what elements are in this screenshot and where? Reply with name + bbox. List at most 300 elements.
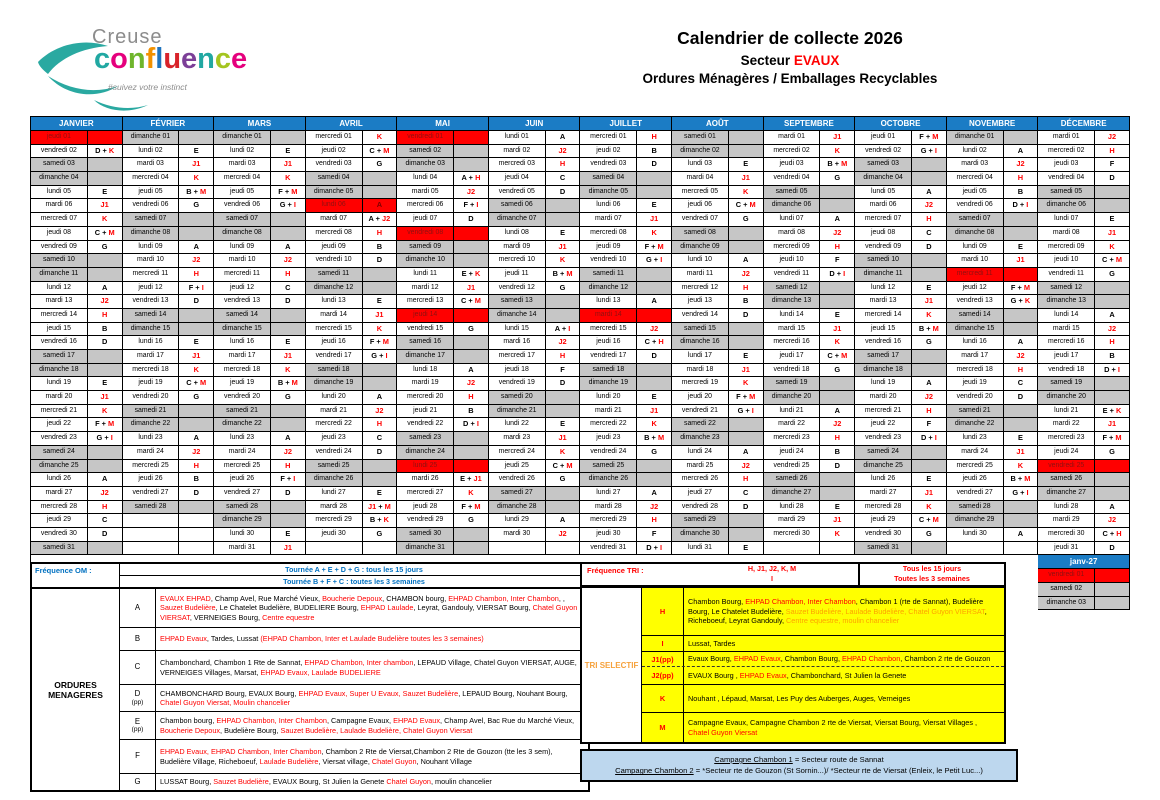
- day-cell: vendredi 20: [123, 391, 180, 405]
- calendar-day-row: [1038, 501, 1130, 515]
- day-cell: mercredi 04: [123, 172, 180, 186]
- code-cell: [1095, 213, 1130, 227]
- code-cell: [546, 460, 581, 474]
- code-cell: [1004, 514, 1039, 528]
- collect-code: C: [644, 337, 650, 347]
- code-plus: +: [649, 433, 658, 443]
- code-cell: [637, 418, 672, 432]
- day-cell: jeudi 19: [123, 377, 180, 391]
- day-cell: jeudi 16: [306, 336, 363, 350]
- collect-code: H: [926, 214, 932, 224]
- calendar-day-row: [489, 391, 581, 405]
- calendar-day-row: [306, 295, 398, 309]
- code-cell: [729, 487, 764, 501]
- code-cell: [729, 473, 764, 487]
- collect-code: B: [1109, 351, 1115, 360]
- day-cell: dimanche 06: [1038, 199, 1095, 213]
- calendar-day-row: [580, 241, 672, 255]
- collect-code: F: [369, 337, 375, 347]
- collect-code: E: [926, 474, 932, 484]
- code-cell: [912, 295, 947, 309]
- day-cell: jeudi 06: [672, 199, 729, 213]
- collect-code: H: [651, 515, 657, 525]
- calendar-day-row: [123, 199, 215, 213]
- collect-code: M: [1115, 255, 1122, 265]
- collect-code: J1: [375, 309, 384, 319]
- calendar-day-row: [1038, 597, 1130, 611]
- collect-code: A: [193, 433, 199, 443]
- collect-code: F: [278, 186, 283, 196]
- code-cell: [271, 199, 306, 213]
- code-cell: [179, 227, 214, 241]
- calendar-day-row: [672, 528, 764, 542]
- zone-text-segment: , CHAMBON bourg,: [382, 593, 449, 603]
- calendar-day-row: [672, 405, 764, 419]
- code-cell: [912, 542, 947, 556]
- calendar-day-row: [397, 514, 489, 528]
- code-cell: [637, 405, 672, 419]
- code-cell: [454, 186, 489, 200]
- code-cell: [1095, 597, 1130, 611]
- code-plus: +: [100, 227, 109, 237]
- collect-code: G: [101, 241, 108, 251]
- day-cell: mardi 29: [1038, 514, 1095, 528]
- day-cell: samedi 27: [489, 487, 546, 501]
- code-cell: [729, 295, 764, 309]
- code-cell: [546, 172, 581, 186]
- code-cell: [363, 186, 398, 200]
- collect-code: G: [468, 515, 474, 525]
- collect-code: E: [743, 159, 749, 169]
- calendar-day-row: [764, 241, 856, 255]
- collect-code: M: [841, 351, 848, 360]
- calendar-day-row: [214, 418, 306, 432]
- code-cell: [637, 254, 672, 268]
- code-cell: [637, 542, 672, 556]
- day-cell: samedi 03: [31, 158, 88, 172]
- collect-code: J2: [100, 296, 109, 306]
- calendar-day-row: [1038, 295, 1130, 309]
- collect-code: J2: [741, 268, 750, 278]
- code-cell: [1004, 172, 1039, 186]
- code-cell: [1095, 295, 1130, 309]
- calendar-day-row: [672, 158, 764, 172]
- day-cell: dimanche 02: [672, 145, 729, 159]
- code-cell: [1004, 309, 1039, 323]
- om-zone-text-inner: [160, 689, 584, 708]
- day-cell: lundi 17: [672, 350, 729, 364]
- day-cell: vendredi 06: [214, 199, 271, 213]
- calendar-day-row: [306, 131, 398, 145]
- calendar-day-row: [214, 432, 306, 446]
- zone-text-segment: Sauzet Budelière: [160, 603, 216, 613]
- day-cell: vendredi 22: [397, 418, 454, 432]
- tri-zone-text-inner: [688, 597, 1000, 625]
- code-plus: +: [374, 145, 384, 155]
- collect-code: D: [559, 378, 566, 388]
- tri-zone-text-inner: [688, 639, 735, 648]
- code-cell: [1004, 446, 1039, 460]
- calendar-day-row: [306, 336, 398, 350]
- collect-code: J2: [375, 405, 384, 415]
- collect-code: J2: [924, 200, 933, 210]
- collect-code: M: [566, 268, 573, 278]
- zone-text-segment: , LEPAUD Bourg, Nouhant Bourg,: [458, 688, 568, 698]
- code-cell: [1004, 323, 1039, 337]
- collect-code: D: [193, 296, 199, 306]
- zone-text-segment: , Leyrat, Gandouly, VIERSAT Bourg,: [413, 603, 533, 613]
- day-cell: dimanche 05: [306, 186, 363, 200]
- collect-code: M: [474, 296, 481, 306]
- code-cell: [546, 186, 581, 200]
- collect-code: H: [926, 405, 932, 415]
- calendar-day-row: [214, 350, 306, 364]
- code-cell: [363, 213, 398, 227]
- day-cell: jeudi 16: [580, 336, 637, 350]
- code-cell: [546, 487, 581, 501]
- day-cell: vendredi 13: [947, 295, 1004, 309]
- om-zone-row: [120, 774, 588, 790]
- month-column-mai: [397, 117, 489, 555]
- code-plus: +: [283, 378, 292, 388]
- code-cell: [271, 350, 306, 364]
- calendar-day-row: [31, 460, 123, 474]
- calendar-day-row: [947, 542, 1039, 556]
- code-cell: [179, 528, 214, 542]
- collect-code: J2: [833, 227, 842, 237]
- day-cell: mercredi 13: [397, 295, 454, 309]
- code-plus: +: [924, 323, 933, 333]
- code-cell: [454, 528, 489, 542]
- calendar-day-row: [123, 391, 215, 405]
- collect-code: D: [559, 186, 566, 196]
- code-cell: [637, 364, 672, 378]
- logo-confluence-text: [94, 43, 247, 76]
- day-cell: jeudi 17: [1038, 350, 1095, 364]
- collect-code: E: [1102, 405, 1108, 415]
- calendar-day-row: [855, 172, 947, 186]
- code-plus: +: [1017, 200, 1027, 210]
- day-cell: lundi 14: [1038, 309, 1095, 323]
- zone-text-segment: , Nouhant Village: [416, 756, 472, 766]
- collect-code: D: [834, 460, 840, 470]
- code-cell: [363, 405, 398, 419]
- calendar-day-row: [855, 487, 947, 501]
- code-cell: [271, 268, 306, 282]
- collect-code: K: [651, 419, 657, 429]
- code-cell: [1095, 282, 1130, 296]
- code-cell: [363, 391, 398, 405]
- calendar-day-row: [1038, 186, 1130, 200]
- code-cell: [820, 432, 855, 446]
- code-cell: [363, 268, 398, 282]
- code-cell: [363, 487, 398, 501]
- zone-text-segment: , moulin chancelier: [430, 777, 492, 787]
- code-cell: [271, 528, 306, 542]
- code-cell: [546, 514, 581, 528]
- code-cell: [88, 309, 123, 323]
- month-column-août: [672, 117, 764, 555]
- day-cell: samedi 11: [306, 268, 363, 282]
- day-cell: mardi 09: [489, 241, 546, 255]
- day-cell: dimanche 18: [31, 364, 88, 378]
- day-cell: jeudi 30: [580, 528, 637, 542]
- collect-code: G: [646, 255, 652, 265]
- calendar-day-row: [123, 350, 215, 364]
- collect-code: B: [1010, 474, 1016, 484]
- day-cell: dimanche 27: [1038, 487, 1095, 501]
- day-cell: mardi 21: [580, 405, 637, 419]
- day-cell: mercredi 23: [1038, 432, 1095, 446]
- day-cell: vendredi 29: [397, 514, 454, 528]
- code-cell: [1095, 131, 1130, 145]
- day-cell: mercredi 07: [31, 213, 88, 227]
- collect-code: E: [102, 186, 108, 196]
- code-plus: +: [377, 351, 386, 360]
- calendar-day-row: [306, 282, 398, 296]
- calendar-day-row: [489, 254, 581, 268]
- day-cell: dimanche 20: [764, 391, 821, 405]
- code-cell: [271, 364, 306, 378]
- calendar-day-row: [123, 323, 215, 337]
- om-zone-text: [156, 651, 588, 684]
- calendar-day-row: [764, 309, 856, 323]
- collect-code: J1: [466, 282, 476, 292]
- collect-code: J1: [833, 132, 842, 141]
- calendar-day-row: [306, 418, 398, 432]
- collect-code: D: [468, 214, 474, 224]
- zone-text-segment: (EHPAD Chambon, Inter et Laulade Budelière toutes les 3 semaines): [260, 634, 484, 644]
- code-cell: [912, 418, 947, 432]
- calendar-day-row: [397, 377, 489, 391]
- code-cell: [1095, 145, 1130, 159]
- calendar-day-row: [764, 391, 856, 405]
- day-cell: mercredi 02: [1038, 145, 1095, 159]
- day-cell: dimanche 15: [123, 323, 180, 337]
- code-cell: [546, 501, 581, 515]
- calendar-day-row: [31, 131, 123, 145]
- code-cell: [729, 186, 764, 200]
- day-cell: mercredi 22: [306, 418, 363, 432]
- code-cell: [546, 158, 581, 172]
- calendar-day-row: [306, 158, 398, 172]
- calendar-day-row: [855, 405, 947, 419]
- collect-code: E: [743, 351, 749, 360]
- day-cell: vendredi 05: [489, 186, 546, 200]
- code-cell: [820, 282, 855, 296]
- calendar-day-row: [1038, 172, 1130, 186]
- code-cell: [912, 199, 947, 213]
- day-cell: jeudi 09: [306, 241, 363, 255]
- collect-code: M: [1115, 433, 1122, 443]
- day-cell: lundi 22: [489, 418, 546, 432]
- calendar-day-row: [672, 295, 764, 309]
- code-cell: [88, 213, 123, 227]
- zone-text-segment: , EVAUX Bourg, St Julien la Genete: [268, 777, 387, 787]
- day-cell: dimanche 13: [764, 295, 821, 309]
- collect-code: E: [285, 337, 291, 347]
- day-cell: jeudi 02: [580, 145, 637, 159]
- collect-code: B: [651, 145, 657, 155]
- day-cell: jeudi 07: [397, 213, 454, 227]
- calendar-day-row: [764, 432, 856, 446]
- code-cell: [546, 528, 581, 542]
- collect-code: J1: [1016, 446, 1025, 456]
- collect-code: G: [1109, 268, 1115, 278]
- calendar-day-row: [947, 254, 1039, 268]
- collect-code: C: [94, 227, 101, 237]
- day-cell: samedi 20: [489, 391, 546, 405]
- calendar-day-row: [489, 446, 581, 460]
- om-zone-code: [120, 651, 156, 684]
- day-cell: vendredi 27: [214, 487, 271, 501]
- calendar-day-row: [214, 446, 306, 460]
- collect-code: A: [834, 214, 840, 224]
- collect-code: F: [926, 419, 932, 429]
- collect-code: A: [651, 296, 657, 306]
- day-cell: mardi 11: [672, 268, 729, 282]
- day-cell: dimanche 11: [855, 268, 912, 282]
- calendar-day-row: [489, 377, 581, 391]
- collect-code: D: [101, 337, 108, 347]
- day-cell: jeudi 31: [1038, 542, 1095, 556]
- day-cell: lundi 02: [214, 145, 271, 159]
- day-cell: lundi 20: [306, 391, 363, 405]
- day-cell: lundi 19: [31, 377, 88, 391]
- day-cell: mercredi 23: [764, 432, 821, 446]
- tri-codes-line-2: I: [771, 574, 773, 584]
- day-cell: lundi 23: [214, 432, 271, 446]
- day-cell: mardi 24: [123, 446, 180, 460]
- calendar-day-row: [672, 418, 764, 432]
- day-cell: jeudi 21: [397, 405, 454, 419]
- code-cell: [729, 350, 764, 364]
- calendar-day-row: [397, 323, 489, 337]
- calendar-day-row: [672, 432, 764, 446]
- tri-zone-text: [684, 588, 1004, 635]
- code-cell: [1004, 254, 1039, 268]
- code-cell: [454, 405, 489, 419]
- code-cell: [363, 432, 398, 446]
- zone-text-segment: Boucherie Depoux: [322, 593, 383, 603]
- day-cell: dimanche 18: [855, 364, 912, 378]
- code-cell: [179, 418, 214, 432]
- calendar-day-row: [31, 418, 123, 432]
- calendar-day-row: [214, 487, 306, 501]
- om-zone-code: [120, 589, 156, 627]
- day-cell: mercredi 18: [947, 364, 1004, 378]
- zone-text-segment: EHPAD Laulade: [360, 603, 414, 613]
- code-cell: [454, 501, 489, 515]
- calendar-day-row: [580, 213, 672, 227]
- code-cell: [546, 323, 581, 337]
- collect-code: A: [101, 474, 108, 484]
- day-cell: samedi 21: [214, 405, 271, 419]
- om-zone-code-sub: (pp): [131, 726, 144, 734]
- day-cell: mercredi 28: [855, 501, 912, 515]
- collect-code: D: [1012, 200, 1018, 210]
- collect-code: A: [1109, 309, 1115, 319]
- calendar-day-row: [855, 323, 947, 337]
- day-cell: dimanche 05: [580, 186, 637, 200]
- month-column-avril: [306, 117, 398, 555]
- collect-code: K: [101, 405, 108, 415]
- calendar-day-row: [214, 241, 306, 255]
- calendar-day-row: [1038, 487, 1130, 501]
- collect-code: I: [110, 433, 113, 443]
- collect-code: G: [651, 446, 657, 456]
- collect-code: C: [1102, 528, 1108, 538]
- code-cell: [729, 501, 764, 515]
- collect-code: M: [200, 186, 207, 196]
- day-cell: dimanche 29: [947, 514, 1004, 528]
- day-cell: mardi 14: [580, 309, 637, 323]
- code-cell: [271, 446, 306, 460]
- title-block: [570, 28, 1010, 86]
- collect-code: J2: [283, 255, 292, 265]
- calendar-day-row: [947, 213, 1039, 227]
- logo-letter: n: [197, 43, 215, 75]
- collect-code: J1: [1016, 255, 1025, 265]
- collect-code: C: [1102, 255, 1108, 265]
- code-cell: [1095, 268, 1130, 282]
- day-cell: vendredi 21: [672, 405, 729, 419]
- code-cell: [820, 405, 855, 419]
- day-cell: lundi 13: [580, 295, 637, 309]
- month-header: NOVEMBRE: [947, 117, 1039, 131]
- day-cell: vendredi 04: [764, 172, 821, 186]
- zone-text-segment: Chatel Guyon: [371, 756, 417, 766]
- calendar-day-row: [214, 227, 306, 241]
- code-cell: [729, 282, 764, 296]
- calendar-day-row: [855, 227, 947, 241]
- collect-code: D: [651, 351, 657, 360]
- tri-zone-code: K: [642, 685, 684, 712]
- calendar-day-row: [855, 158, 947, 172]
- calendar-day-row: [1038, 227, 1130, 241]
- calendar-day-row: [31, 528, 123, 542]
- om-frequency-line-2: Tournée B + F + C : toutes les 3 semaines: [120, 575, 588, 587]
- om-frequency-box: [30, 562, 590, 589]
- calendar-day-row: [580, 131, 672, 145]
- code-cell: [179, 487, 214, 501]
- calendar-day-row: [397, 268, 489, 282]
- calendar-day-row: [1038, 432, 1130, 446]
- day-cell: lundi 21: [764, 405, 821, 419]
- calendar-day-row: [764, 514, 856, 528]
- collect-code: H: [743, 282, 749, 292]
- code-cell: [546, 227, 581, 241]
- calendar-day-row: [855, 514, 947, 528]
- om-zone-text-inner: [160, 594, 584, 622]
- code-cell: [820, 514, 855, 528]
- code-cell: [729, 241, 764, 255]
- code-cell: [179, 282, 214, 296]
- code-cell: [454, 336, 489, 350]
- code-cell: [271, 418, 306, 432]
- day-cell: vendredi 18: [764, 364, 821, 378]
- collect-code: E: [193, 337, 199, 347]
- collect-code: H: [834, 433, 840, 443]
- collect-code: D: [1109, 542, 1115, 552]
- calendar-day-row: [764, 158, 856, 172]
- zone-text-segment: , Tardes, Lussat: [206, 634, 261, 644]
- logo-letter: f: [145, 43, 156, 75]
- day-cell: lundi 11: [397, 268, 454, 282]
- calendar-day-row: [855, 418, 947, 432]
- code-cell: [271, 145, 306, 159]
- zone-text-segment: Laulade Budelière: [259, 756, 319, 766]
